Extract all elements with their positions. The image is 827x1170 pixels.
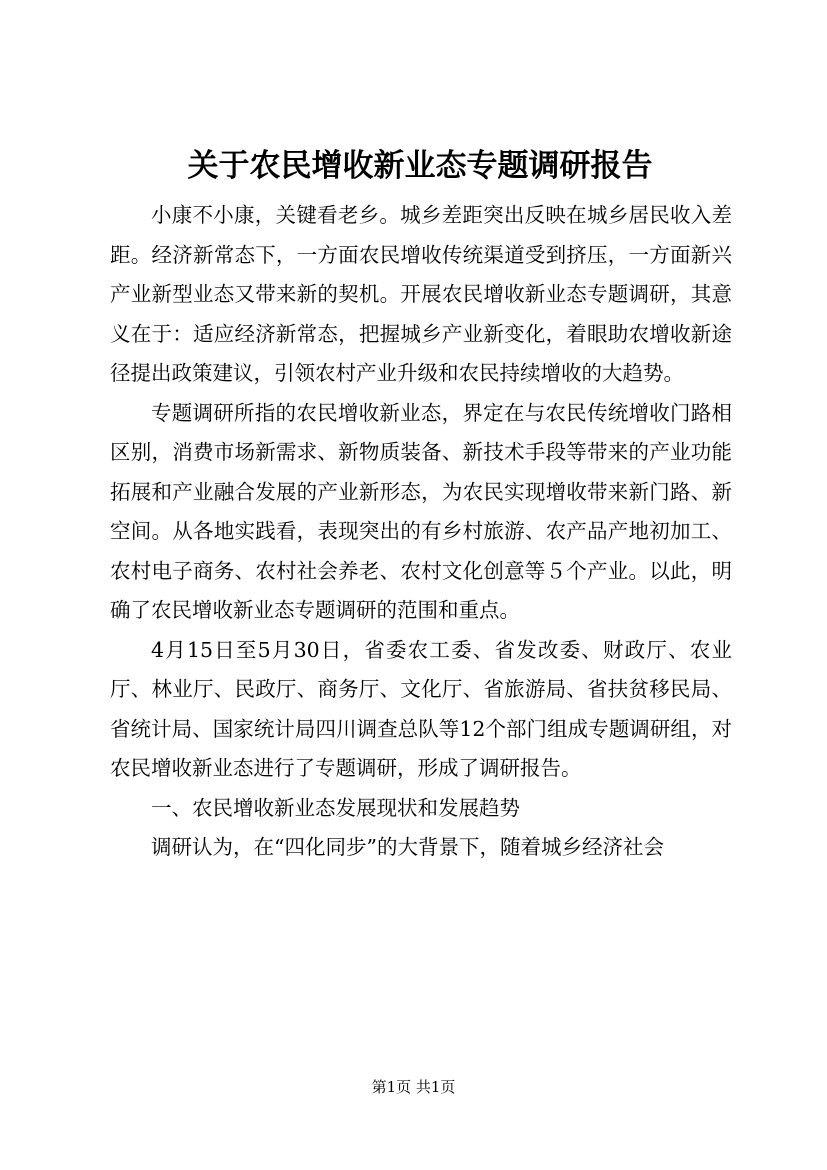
document-body	[110, 196, 732, 868]
paragraph-2: 专题调研所指的农民增收新业态，界定在与农民传统增收门路相区别，消费市场新需求、新物质装备、新技术手段等带来的产业功能拓展和产业融合发展的产业新形态，为农民实现增收带来新门路、新空间。从各地实践看，表现突出的有乡村旅游、农产品产地初加工、农村电子商务、农村社会养老、农村文化创意等５个产业。以此，明确了农民增收新业态专题调研的范围和重点。	[110, 400, 732, 622]
section-heading-1: 一、农民增收新业态发展现状和发展趋势	[151, 795, 520, 820]
paragraph-1: 小康不小康，关键看老乡。城乡差距突出反映在城乡居民收入差距。经济新常态下，一方面农民增收传统渠道受到挤压，一方面新兴产业新型业态又带来新的契机。开展农民增收新业态专题调研，其意义在于：适应经济新常态，把握城乡产业新变化，着眼助农增收新途径提出政策建议，引领农村产业升级和农民持续增收的大趋势。	[110, 203, 732, 385]
paragraph-3: 4月15日至5月30日，省委农工委、省发改委、财政厅、农业厅、林业厅、民政厅、商务厅、文化厅、省旅游局、省扶贫移民局、省统计局、国家统计局四川调查总队等12个部门组成专题调研组，对农民增收新业态进行了专题调研，形成了调研报告。	[110, 637, 732, 780]
page-footer: 第1页 共1页	[371, 1078, 456, 1096]
document-title: 关于农民增收新业态专题调研报告	[187, 148, 653, 184]
paragraph-4: 调研认为，在“四化同步”的大背景下，随着城乡经济社会	[151, 835, 664, 859]
